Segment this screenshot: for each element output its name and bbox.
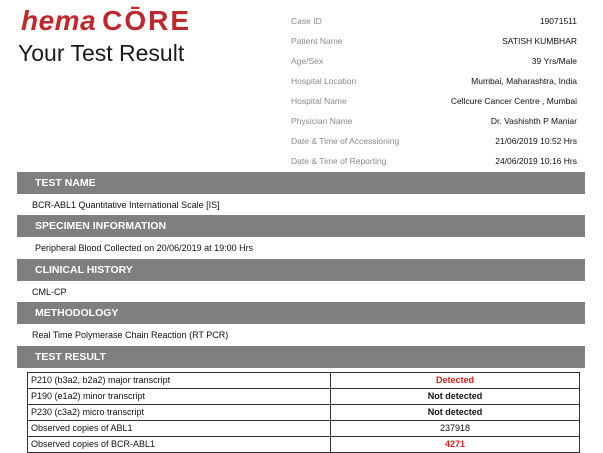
result-label: P210 (b3a2, b2a2) major transcript [28, 373, 331, 389]
info-row-reporting [291, 151, 577, 171]
info-value: 21/06/2019 10:52 Hrs [495, 136, 577, 146]
patient-info [291, 11, 577, 171]
info-value: SATISH KUMBHAR [502, 36, 577, 46]
info-label: Patient Name [291, 36, 343, 46]
info-row-physician-name [291, 111, 577, 131]
result-label: Observed copies of ABL1 [28, 421, 331, 437]
info-row-hospital-location [291, 71, 577, 91]
result-value: Not detected [331, 405, 580, 421]
info-value: Dr. Vashishth P Maniar [490, 116, 577, 126]
page-title: Your Test Result [18, 40, 185, 66]
section-clinical-history: CLINICAL HISTORY [17, 259, 585, 281]
test-name-text: BCR-ABL1 Quantitative International Scale [IS] [32, 200, 220, 210]
info-label: Age/Sex [291, 56, 324, 66]
specimen-text: Peripheral Blood Collected on 20/06/2019 at 19:00 Hrs [35, 243, 254, 253]
table-row [28, 373, 580, 389]
info-label: Date & Time of Accessioning [291, 136, 400, 146]
result-label: P230 (c3a2) micro transcript [28, 405, 331, 421]
table-row [28, 405, 580, 421]
methodology-text: Real Time Polymerase Chain Reaction (RT PCR) [32, 330, 229, 340]
info-row-accessioning [291, 131, 577, 151]
result-value: 237918 [331, 421, 580, 437]
logo-core: CŌRE [102, 5, 192, 36]
section-test-name: TEST NAME [17, 172, 585, 194]
section-methodology: METHODOLOGY [17, 302, 585, 324]
info-label: Hospital Location [291, 76, 357, 86]
info-value: Mumbai, Maharashtra, India [471, 76, 577, 86]
clinical-history-text: CML-CP [32, 287, 67, 297]
section-test-result: TEST RESULT [17, 346, 585, 368]
info-value: 24/06/2019 10:16 Hrs [495, 156, 577, 166]
info-label: Case ID [291, 16, 322, 26]
info-value: 39 Yrs/Male [531, 56, 577, 66]
table-row [28, 421, 580, 437]
result-label: Observed copies of BCR-ABL1 [28, 437, 331, 453]
info-label: Hospital Name [291, 96, 347, 106]
info-label: Physician Name [291, 116, 353, 126]
table-row [28, 437, 580, 453]
info-value: 19071511 [539, 16, 577, 26]
section-specimen: SPECIMEN INFORMATION [17, 215, 585, 237]
info-value: Cellcure Cancer Centre , Mumbai [450, 96, 577, 106]
result-table [27, 372, 580, 453]
result-value: Not detected [331, 389, 580, 405]
info-label: Date & Time of Reporting [291, 156, 387, 166]
result-value: Detected [331, 373, 580, 389]
info-row-case-id [291, 11, 577, 31]
result-value: 4271 [331, 437, 580, 453]
table-row [28, 389, 580, 405]
info-row-hospital-name [291, 91, 577, 111]
info-row-patient-name [291, 31, 577, 51]
hemacore-logo [21, 6, 191, 36]
info-row-age-sex [291, 51, 577, 71]
result-label: P190 (e1a2) minor transcript [28, 389, 331, 405]
logo-hema: hema [21, 5, 97, 36]
